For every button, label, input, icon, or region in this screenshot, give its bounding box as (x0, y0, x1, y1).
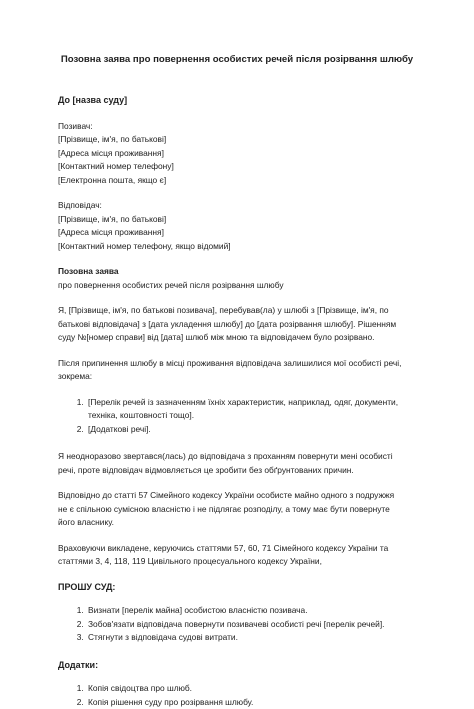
paragraph-line: речі, проте відповідач відмовляється це зробити без обґрунтованих причин. (58, 464, 416, 478)
paragraph-line: статтями 3, 4, 118, 119 Цивільного процесуального кодексу України, (58, 555, 416, 569)
plaintiff-block (58, 120, 416, 188)
paragraph-line: Я неодноразово звертався(лась) до відповідача з проханням повернути мені особисті (58, 450, 416, 464)
paragraph-belongings (58, 357, 416, 384)
paragraph-line: не є спільною сумісною власністю і не підлягає розподілу, а тому має бути повернуте (58, 503, 416, 517)
claim-header (58, 265, 416, 292)
paragraph-grounds (58, 542, 416, 569)
paragraph-line: зокрема: (58, 370, 416, 384)
list-item-line: техніка, коштовності тощо]. (88, 409, 416, 423)
attachments-list (58, 682, 416, 709)
defendant-block (58, 199, 416, 253)
document-title: Позовна заява про повернення особистих речей після розірвання шлюбу (58, 53, 416, 66)
list-item: 2. Зобов'язати відповідача повернути позивачеві особисті речі [перелік речей]. (86, 618, 416, 632)
list-item: 2. Копія рішення суду про розірвання шлюбу. (86, 696, 416, 709)
paragraph-law (58, 489, 416, 530)
belongings-list (58, 396, 416, 437)
plaintiff-label: Позивач: (58, 120, 416, 134)
plaintiff-phone: [Контактний номер телефону] (58, 160, 416, 174)
paragraph-line: батькові відповідача] з [дата укладення шлюбу] до [дата розірвання шлюбу]. Рішенням (58, 318, 416, 332)
paragraph-line: його власнику. (58, 516, 416, 530)
list-item: 1. Копія свідоцтва про шлюб. (86, 682, 416, 696)
list-item (86, 423, 416, 437)
request-list (58, 604, 416, 645)
defendant-label: Відповідач: (58, 199, 416, 213)
list-item (86, 396, 416, 423)
defendant-address: [Адреса місця проживання] (58, 226, 416, 240)
list-item: 3. Стягнути з відповідача судові витрати. (86, 631, 416, 645)
list-item-line: 1. [Перелік речей із зазначенням їхніх характеристик, наприклад, одяг, документи, (88, 396, 416, 410)
defendant-name: [Прізвище, ім'я, по батькові] (58, 213, 416, 227)
paragraph-requests (58, 450, 416, 477)
defendant-phone: [Контактний номер телефону, якщо відомий] (58, 240, 416, 254)
list-item-line: 2. [Додаткові речі]. (88, 423, 416, 437)
paragraph-marriage (58, 304, 416, 345)
claim-heading: Позовна заява (58, 265, 416, 279)
paragraph-line: Відповідно до статті 57 Сімейного кодексу України особисте майно одного з подружжя (58, 489, 416, 503)
paragraph-line: Враховуючи викладене, керуючись статтями 57, 60, 71 Сімейного кодексу України та (58, 542, 416, 556)
court-name: До [назва суду] (58, 94, 416, 108)
plaintiff-address: [Адреса місця проживання] (58, 147, 416, 161)
plaintiff-name: [Прізвище, ім'я, по батькові] (58, 133, 416, 147)
attachments-heading: Додатки: (58, 659, 416, 673)
paragraph-line: Я, [Прізвище, ім'я, по батькові позивача], перебував(ла) у шлюбі з [Прізвище, ім'я, по (58, 304, 416, 318)
paragraph-line: суду №[номер справи] від [дата] шлюб між мною та відповідачем було розірвано. (58, 331, 416, 345)
plaintiff-email: [Електронна пошта, якщо є] (58, 174, 416, 188)
request-heading: ПРОШУ СУД: (58, 581, 416, 595)
claim-subheading: про повернення особистих речей після розірвання шлюбу (58, 279, 416, 293)
list-item: 1. Визнати [перелік майна] особистою власністю позивача. (86, 604, 416, 618)
paragraph-line: Після припинення шлюбу в місці проживання відповідача залишилися мої особисті речі, (58, 357, 416, 371)
